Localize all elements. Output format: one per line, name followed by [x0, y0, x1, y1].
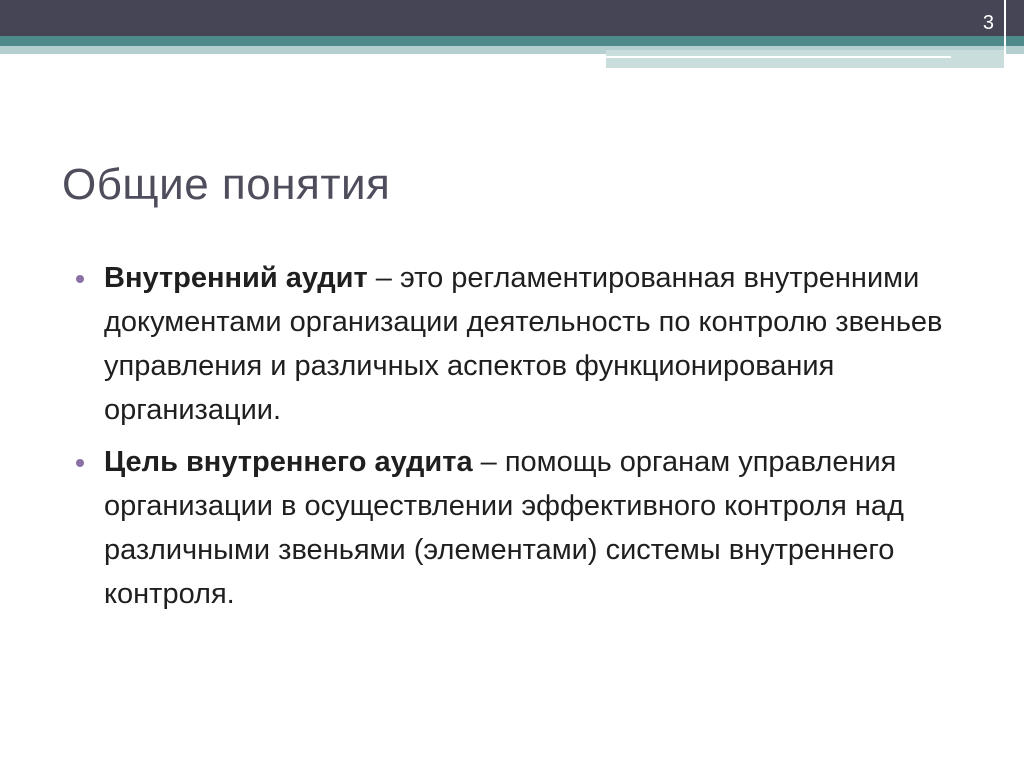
slide-number: 3 — [982, 12, 994, 34]
header-vertical-line — [1004, 0, 1006, 70]
header-accent-line — [606, 56, 951, 58]
bullet-item — [76, 256, 956, 432]
bullet-dot-icon — [76, 459, 84, 467]
bullet-text: – помощь органам управления организации в осуществлении эффективного контроля над различными звеньями (элементами) системы внутреннего контроля. — [104, 446, 904, 610]
header-stripe — [0, 36, 1024, 46]
header-band — [0, 0, 1024, 36]
bullet-dot-icon — [76, 275, 84, 283]
bullet-term: Цель внутреннего аудита — [104, 446, 473, 478]
bullet-list — [76, 256, 956, 624]
bullet-term: Внутренний аудит — [104, 262, 368, 294]
slide-title: Общие понятия — [62, 160, 391, 209]
bullet-text: – это регламентированная внутренними документами организации деятельность по контролю звеньев управления и различных аспектов функционирования организации. — [104, 262, 943, 426]
header-accent — [606, 50, 1006, 68]
bullet-item — [76, 440, 956, 616]
